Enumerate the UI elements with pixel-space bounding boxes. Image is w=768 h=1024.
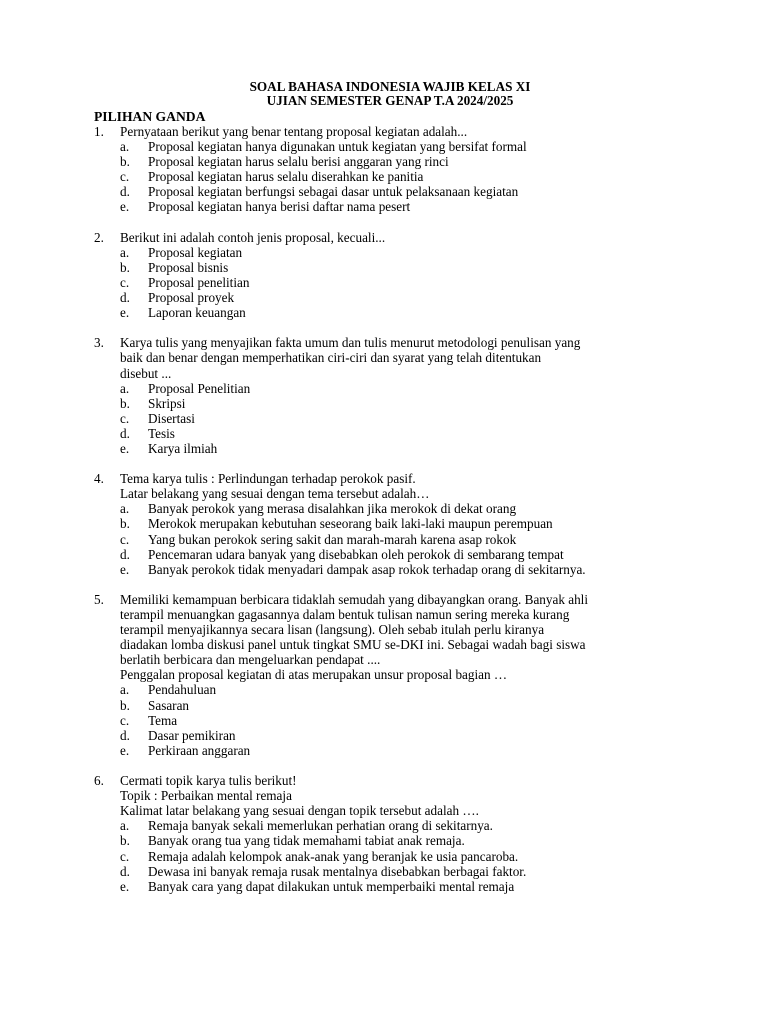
- answer-option: [120, 682, 684, 697]
- question-text-line: Cermati topik karya tulis berikut!: [120, 773, 297, 789]
- option-letter: a.: [120, 682, 130, 698]
- question-number: 6.: [94, 773, 104, 789]
- answer-option: [120, 818, 684, 833]
- option-text: Dasar pemikiran: [148, 727, 236, 743]
- option-text: Pendahuluan: [148, 682, 217, 698]
- option-text: Proposal bisnis: [148, 259, 229, 275]
- option-text: Banyak perokok tidak menyadari dampak asap rokok terhadap orang di sekitarnya.: [148, 561, 586, 577]
- option-text: Remaja adalah kelompok anak-anak yang beranjak ke usia pancaroba.: [148, 848, 519, 864]
- option-text: Yang bukan perokok sering sakit dan marah-marah karena asap rokok: [148, 531, 517, 547]
- answer-option: [120, 275, 684, 290]
- answer-option: [120, 260, 684, 275]
- option-letter: a.: [120, 139, 130, 155]
- question-text-line: Topik : Perbaikan mental remaja: [120, 788, 292, 804]
- answer-option: [120, 396, 684, 411]
- question-text-line: berlatih berbicara dan mengeluarkan pendapat ....: [120, 652, 381, 668]
- question-body: [120, 124, 684, 215]
- question-text-line: terampil menuangkan gagasannya dalam bentuk tulisan namun sering mereka kurang: [120, 607, 570, 622]
- option-letter: b.: [120, 259, 130, 275]
- option-letter: e.: [120, 305, 130, 321]
- answer-option: [120, 849, 684, 864]
- answer-option: [120, 441, 684, 456]
- question-text-line: terampil menyajikannya secara lisan (langsung). Oleh sebab itulah perlu kiranya: [120, 622, 545, 638]
- answer-option: [120, 245, 684, 260]
- option-text: Karya ilmiah: [148, 440, 218, 456]
- option-letter: b.: [120, 833, 130, 849]
- option-text: Remaja banyak sekali memerlukan perhatian orang di sekitarnya.: [148, 818, 493, 834]
- option-text: Tesis: [148, 425, 175, 441]
- question-text-line: Kalimat latar belakang yang sesuai dengan topik tersebut adalah ….: [120, 803, 479, 819]
- option-letter: c.: [120, 531, 130, 547]
- question-number: 3.: [94, 335, 104, 351]
- section-title: PILIHAN GANDA: [94, 109, 206, 124]
- option-text: Banyak orang tua yang tidak memahami tabiat anak remaja.: [148, 833, 465, 849]
- option-text: Pencemaran udara banyak yang disebabkan oleh perokok di sembarang tempat: [148, 546, 564, 562]
- option-text: Tema: [148, 712, 178, 728]
- question-text-line: Berikut ini adalah contoh jenis proposal, kecuali...: [120, 229, 386, 245]
- option-letter: a.: [120, 501, 130, 517]
- option-letter: d.: [120, 863, 130, 879]
- option-letter: c.: [120, 169, 130, 185]
- option-letter: c.: [120, 274, 130, 290]
- question-text-line: baik dan benar dengan memperhatikan ciri-ciri dan syarat yang telah ditentukan: [120, 350, 542, 366]
- answer-option: [120, 864, 684, 879]
- option-text: Skripsi: [148, 395, 186, 411]
- option-letter: b.: [120, 516, 130, 532]
- option-text: Proposal penelitian: [148, 274, 250, 290]
- option-text: Banyak cara yang dapat dilakukan untuk memperbaiki mental remaja: [148, 878, 515, 894]
- option-letter: c.: [120, 410, 130, 426]
- question-text-line: Memiliki kemampuan berbicara tidaklah semudah yang dibayangkan orang. Banyak ahli: [120, 591, 589, 607]
- option-letter: d.: [120, 290, 130, 306]
- option-text: Proposal kegiatan berfungsi sebagai dasar untuk pelaksanaan kegiatan: [148, 184, 519, 200]
- answer-option: [120, 411, 684, 426]
- question-text-line: Penggalan proposal kegiatan di atas merupakan unsur proposal bagian …: [120, 667, 508, 683]
- option-text: Sasaran: [148, 697, 190, 713]
- question-item: [94, 124, 684, 215]
- option-letter: e.: [120, 561, 130, 577]
- answer-option: [120, 532, 684, 547]
- question-text-line: diadakan lomba diskusi panel untuk tingkat SMU se-DKI ini. Sebagai wadah bagi siswa: [120, 637, 586, 653]
- question-text-line: Tema karya tulis : Perlindungan terhadap perokok pasif.: [120, 471, 416, 487]
- question-body: [120, 471, 684, 577]
- option-text: Dewasa ini banyak remaja rusak mentalnya disebabkan berbagai faktor.: [148, 863, 527, 879]
- option-text: Proposal kegiatan hanya digunakan untuk kegiatan yang bersifat formal: [148, 139, 527, 155]
- answer-option: [120, 833, 684, 848]
- option-letter: e.: [120, 742, 130, 758]
- answer-option: [120, 169, 684, 184]
- answer-option: [120, 562, 684, 577]
- question-item: [94, 773, 684, 894]
- option-letter: c.: [120, 848, 130, 864]
- answer-option: [120, 698, 684, 713]
- option-letter: a.: [120, 244, 130, 260]
- answer-option: [120, 743, 684, 758]
- option-letter: b.: [120, 395, 130, 411]
- option-letter: b.: [120, 697, 130, 713]
- question-body: [120, 230, 684, 321]
- answer-option: [120, 547, 684, 562]
- option-letter: c.: [120, 712, 130, 728]
- answer-option: [120, 426, 684, 441]
- answer-option: [120, 879, 684, 894]
- option-letter: b.: [120, 154, 130, 170]
- exam-title: SOAL BAHASA INDONESIA WAJIB KELAS XI: [249, 79, 531, 94]
- option-letter: d.: [120, 184, 130, 200]
- option-text: Proposal kegiatan hanya berisi daftar nama pesert: [148, 199, 411, 215]
- answer-option: [120, 516, 684, 531]
- answer-option: [120, 184, 684, 199]
- question-text-line: disebut ...: [120, 365, 172, 381]
- question-body: [120, 592, 684, 758]
- answer-option: [120, 381, 684, 396]
- answer-option: [120, 728, 684, 743]
- answer-option: [120, 199, 684, 214]
- option-letter: d.: [120, 727, 130, 743]
- option-letter: e.: [120, 440, 130, 456]
- option-text: Proposal kegiatan harus selalu diserahkan ke panitia: [148, 169, 424, 185]
- option-letter: d.: [120, 546, 130, 562]
- option-text: Proposal proyek: [148, 290, 235, 306]
- option-text: Disertasi: [148, 410, 195, 426]
- question-item: [94, 335, 684, 456]
- question-body: [120, 335, 684, 456]
- option-text: Proposal kegiatan: [148, 244, 243, 260]
- question-number: 4.: [94, 471, 104, 487]
- answer-option: [120, 713, 684, 728]
- answer-option: [120, 305, 684, 320]
- option-text: Laporan keuangan: [148, 305, 246, 321]
- question-list: [94, 124, 684, 909]
- answer-option: [120, 501, 684, 516]
- question-number: 5.: [94, 591, 104, 607]
- question-item: [94, 230, 684, 321]
- question-item: [94, 592, 684, 758]
- option-letter: e.: [120, 199, 130, 215]
- question-number: 2.: [94, 229, 104, 245]
- answer-option: [120, 154, 684, 169]
- option-text: Banyak perokok yang merasa disalahkan jika merokok di dekat orang: [148, 501, 517, 517]
- answer-option: [120, 290, 684, 305]
- exam-subtitle: UJIAN SEMESTER GENAP T.A 2024/2025: [266, 93, 514, 109]
- option-text: Proposal Penelitian: [148, 380, 251, 396]
- option-letter: e.: [120, 878, 130, 894]
- question-item: [94, 471, 684, 577]
- question-text-line: Pernyataan berikut yang benar tentang proposal kegiatan adalah...: [120, 124, 468, 139]
- answer-option: [120, 139, 684, 154]
- option-text: Perkiraan anggaran: [148, 742, 251, 758]
- question-text-line: Karya tulis yang menyajikan fakta umum dan tulis menurut metodologi penulisan yang: [120, 335, 581, 351]
- question-body: [120, 773, 684, 894]
- document-header: [0, 80, 768, 109]
- option-text: Merokok merupakan kebutuhan seseorang baik laki-laki maupun perempuan: [148, 516, 553, 532]
- option-text: Proposal kegiatan harus selalu berisi anggaran yang rinci: [148, 154, 449, 170]
- question-text-line: Latar belakang yang sesuai dengan tema tersebut adalah…: [120, 486, 430, 502]
- question-number: 1.: [94, 124, 104, 139]
- option-letter: a.: [120, 380, 130, 396]
- option-letter: d.: [120, 425, 130, 441]
- option-letter: a.: [120, 818, 130, 834]
